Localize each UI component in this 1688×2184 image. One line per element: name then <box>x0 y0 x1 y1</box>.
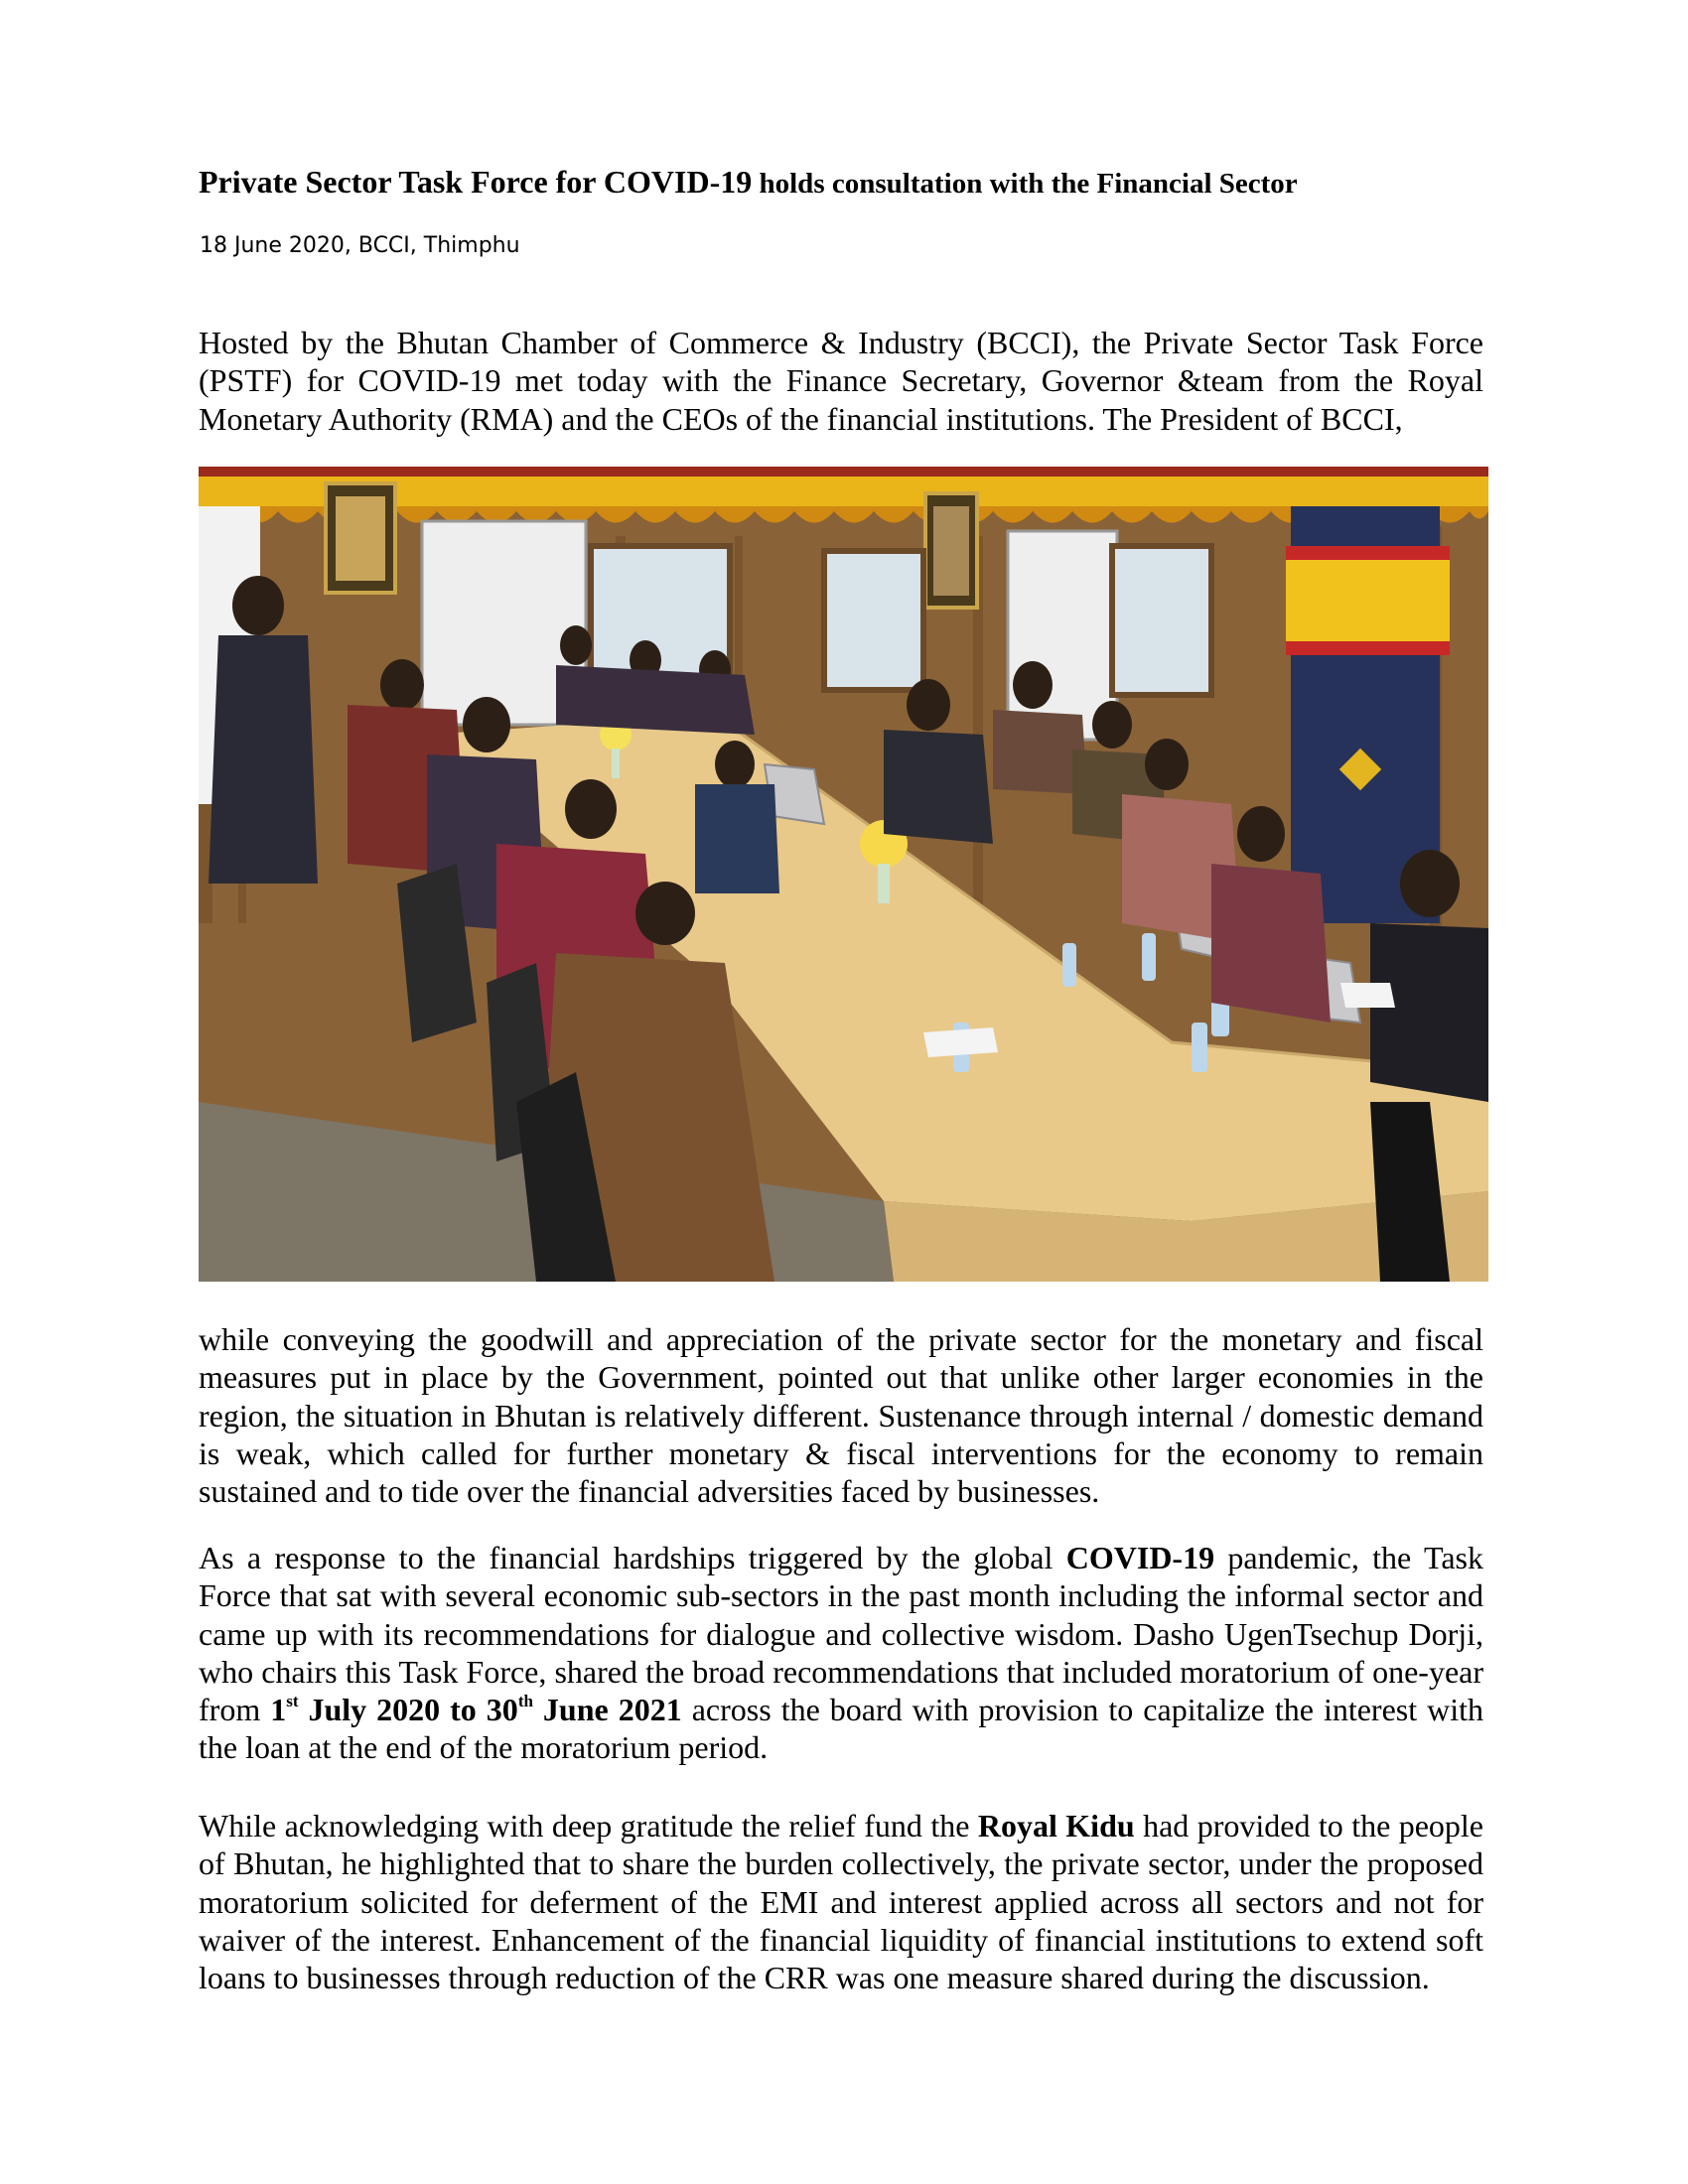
p2-text-b: pandemic, the Task Force that sat with several economic sub-sectors in the past month including the informal sector and came up with its recommendations for dialogue and collective wisdom. Dasho UgenTsechup Dorji, who chairs this Task Force, shared the broad recommendations that included moratorium of one-year from <box>199 1540 1484 1728</box>
p2-text-a: As a response to the financial hardships triggered by the global <box>199 1540 1066 1575</box>
article-dateline: 18 June 2020, BCCI, Thimphu <box>200 233 520 258</box>
p2-text-c: across the board with provision to capitalize the interest with the loan at the end of the moratorium period. <box>199 1692 1484 1766</box>
body-paragraph-1: while conveying the goodwill and appreciation of the private sector for the monetary and fiscal measures put in place by the Government, pointed out that unlike other larger economies in the region, the situation in Bhutan is relatively different. Sustenance through internal / domestic demand is weak, which called for further monetary & fiscal interventions for the economy to remain sustained and to tide over the financial adversities faced by businesses. <box>199 1321 1483 1510</box>
meeting-photo <box>199 467 1488 1282</box>
article-title-rest: holds consultation with the Financial Sector <box>752 168 1298 200</box>
p3-text-b: had provided to the people of Bhutan, he highlighted that to share the burden collectively, the private sector, under the proposed moratorium solicited for deferment of the EMI and interest applied across all sectors and not for waiver of the interest. Enhancement of the financial liquidity of financial institutions to extend soft loans to businesses through reduction of the CRR was one measure shared during the discussion. <box>199 1808 1483 1996</box>
p2-date-sup1: st <box>286 1692 299 1711</box>
p3-kidu-bold: Royal Kidu <box>977 1808 1135 1843</box>
p2-covid-bold: COVID-19 <box>1065 1540 1215 1575</box>
article-title-main: Private Sector Task Force for COVID-19 <box>199 164 753 200</box>
body-paragraph-2 <box>199 1539 1483 1767</box>
p2-date-bold <box>270 1692 682 1727</box>
intro-paragraph: Hosted by the Bhutan Chamber of Commerce & Industry (BCCI), the Private Sector Task Force (PSTF) for COVID-19 met today with the Finance Secretary, Governor &team from the Royal Monetary Authority (RMA) and the CEOs of the financial institutions. The President of BCCI, <box>199 325 1483 437</box>
body-paragraph-3 <box>199 1807 1483 1996</box>
p3-text-a: While acknowledging with deep gratitude the relief fund the <box>199 1808 978 1843</box>
p2-date-d1: 1 <box>270 1692 287 1728</box>
p2-date-d3: June 2021 <box>532 1692 682 1728</box>
article-title <box>199 162 1509 208</box>
p2-date-sup2: th <box>517 1692 533 1711</box>
p2-date-d2: July 2020 to 30 <box>298 1692 518 1728</box>
